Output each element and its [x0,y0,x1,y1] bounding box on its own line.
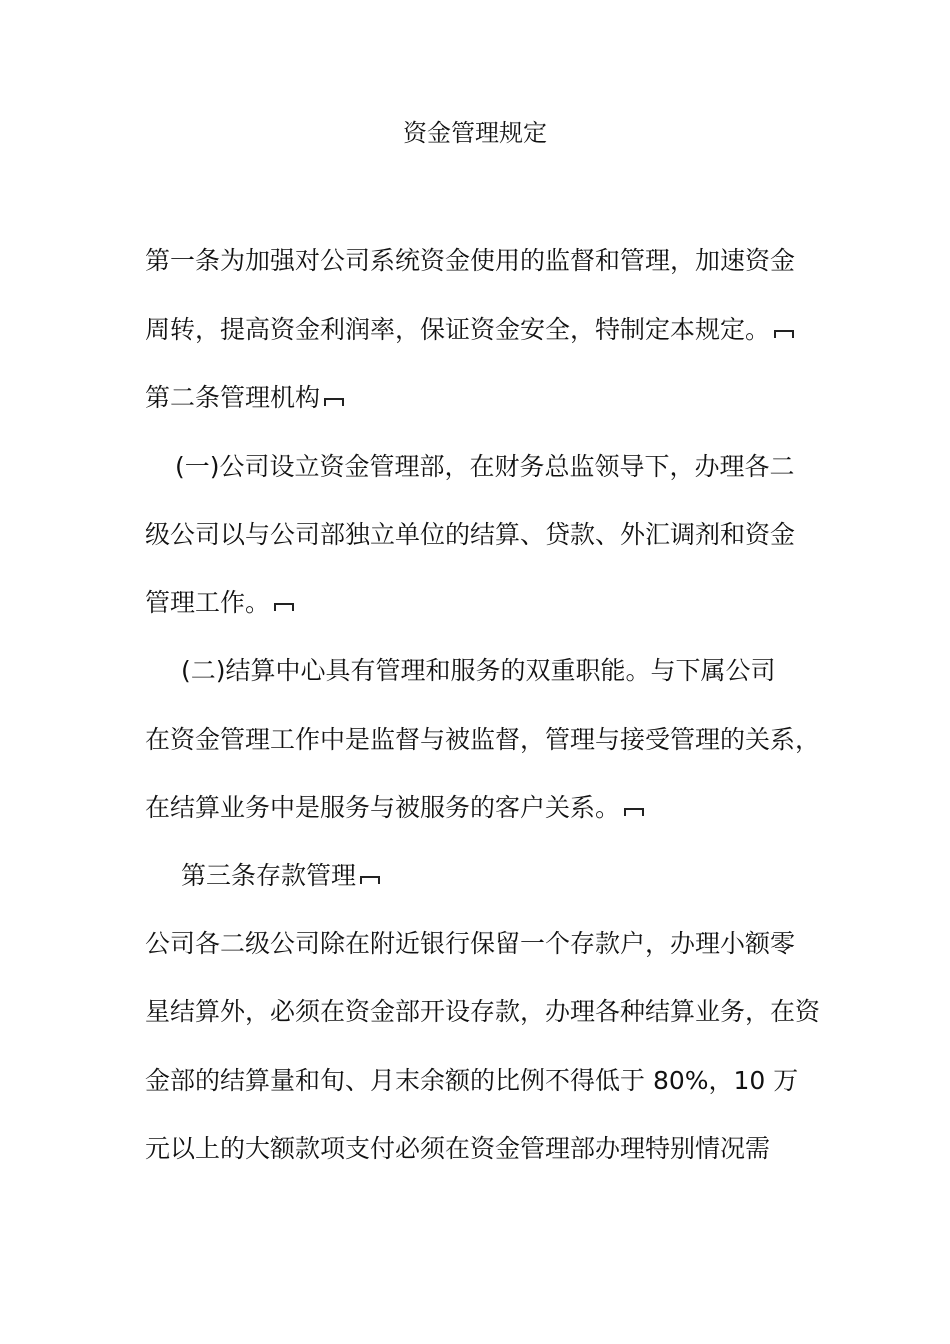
paragraph-line [145,243,795,279]
line-text: 公司各二级公司除在附近银行保留一个存款户，办理小额零 [145,929,796,958]
paragraph-mark-icon [324,398,344,410]
line-text: 周转，提高资金利润率，保证资金安全，特制定本规定。 [145,315,771,344]
paragraph-mark-icon [274,603,294,615]
paragraph-line [145,722,820,758]
paragraph-mark-icon [774,330,794,342]
document-title: 资金管理规定 [403,119,547,147]
line-text: 金部的结算量和旬、月末余额的比例不得低于 80%，10 万 [145,1066,799,1095]
line-text: 在结算业务中是服务与被服务的客户关系。 [145,793,621,822]
paragraph-line [145,585,294,621]
paragraph-line [181,653,776,689]
line-text: 第三条存款管理 [181,861,357,890]
paragraph-line [145,380,344,416]
paragraph-line [181,858,380,894]
line-text: 管理工作。 [145,588,271,617]
line-text: 第二条管理机构 [145,383,321,412]
line-text: (一)公司设立资金管理部，在财务总监领导下，办理各二 [175,452,795,481]
line-text: (二)结算中心具有管理和服务的双重职能。与下属公司 [181,656,776,685]
paragraph-line [145,994,820,1030]
paragraph-line [145,517,795,553]
paragraph-mark-icon [624,808,644,820]
line-text: 在资金管理工作中是监督与被监督，管理与接受管理的关系， [145,725,821,754]
paragraph-line [145,790,644,826]
paragraph-line [145,312,794,348]
line-text: 级公司以与公司部独立单位的结算、贷款、外汇调剂和资金 [145,520,796,549]
line-text: 星结算外，必须在资金部开设存款，办理各种结算业务，在资 [145,997,821,1026]
line-text: 第一条为加强对公司系统资金使用的监督和管理，加速资金 [145,246,796,275]
paragraph-line [145,1131,770,1167]
paragraph-line [145,1063,798,1099]
paragraph-line [175,449,795,485]
paragraph-line [145,926,795,962]
line-text: 元以上的大额款项支付必须在资金管理部办理特别情况需 [145,1134,771,1163]
paragraph-mark-icon [360,876,380,888]
